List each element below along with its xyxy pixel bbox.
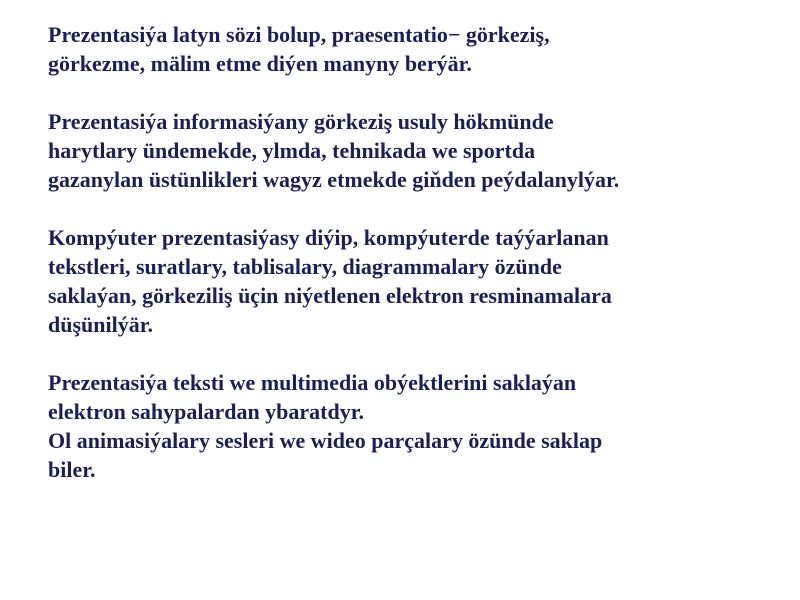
slide-text-block — [48, 20, 768, 484]
paragraph-gap — [48, 78, 768, 107]
paragraph-multimedia: Prezentasiýa teksti we multimedia obýektlerini saklaýan elektron sahypalardan ybaratdyr. Ol animasiýalary sesleri we wideo parçalary özünde saklap biler. — [48, 370, 603, 482]
paragraph-usage: Prezentasiýa informasiýany görkeziş usuly hökmünde harytlary ündemekde, ylmda, tehnikada we sportda gazanylan üstünlikleri wagyz etmekde giňden peýdalanylýar. — [48, 109, 620, 192]
paragraph-definition: Prezentasiýa latyn sözi bolup, praesentatio− görkeziş, görkezme, mälim etme diýen manyny berýär. — [48, 22, 550, 76]
paragraph-gap — [48, 194, 768, 223]
paragraph-gap — [48, 339, 768, 368]
paragraph-computer-presentation: Kompýuter prezentasiýasy diýip, kompýuterde taýýarlanan tekstleri, suratlary, tablisalary, diagrammalary özünde saklaýan, görkeziliş üçin niýetlenen elektron resminamalara düşünilýär. — [48, 225, 612, 337]
